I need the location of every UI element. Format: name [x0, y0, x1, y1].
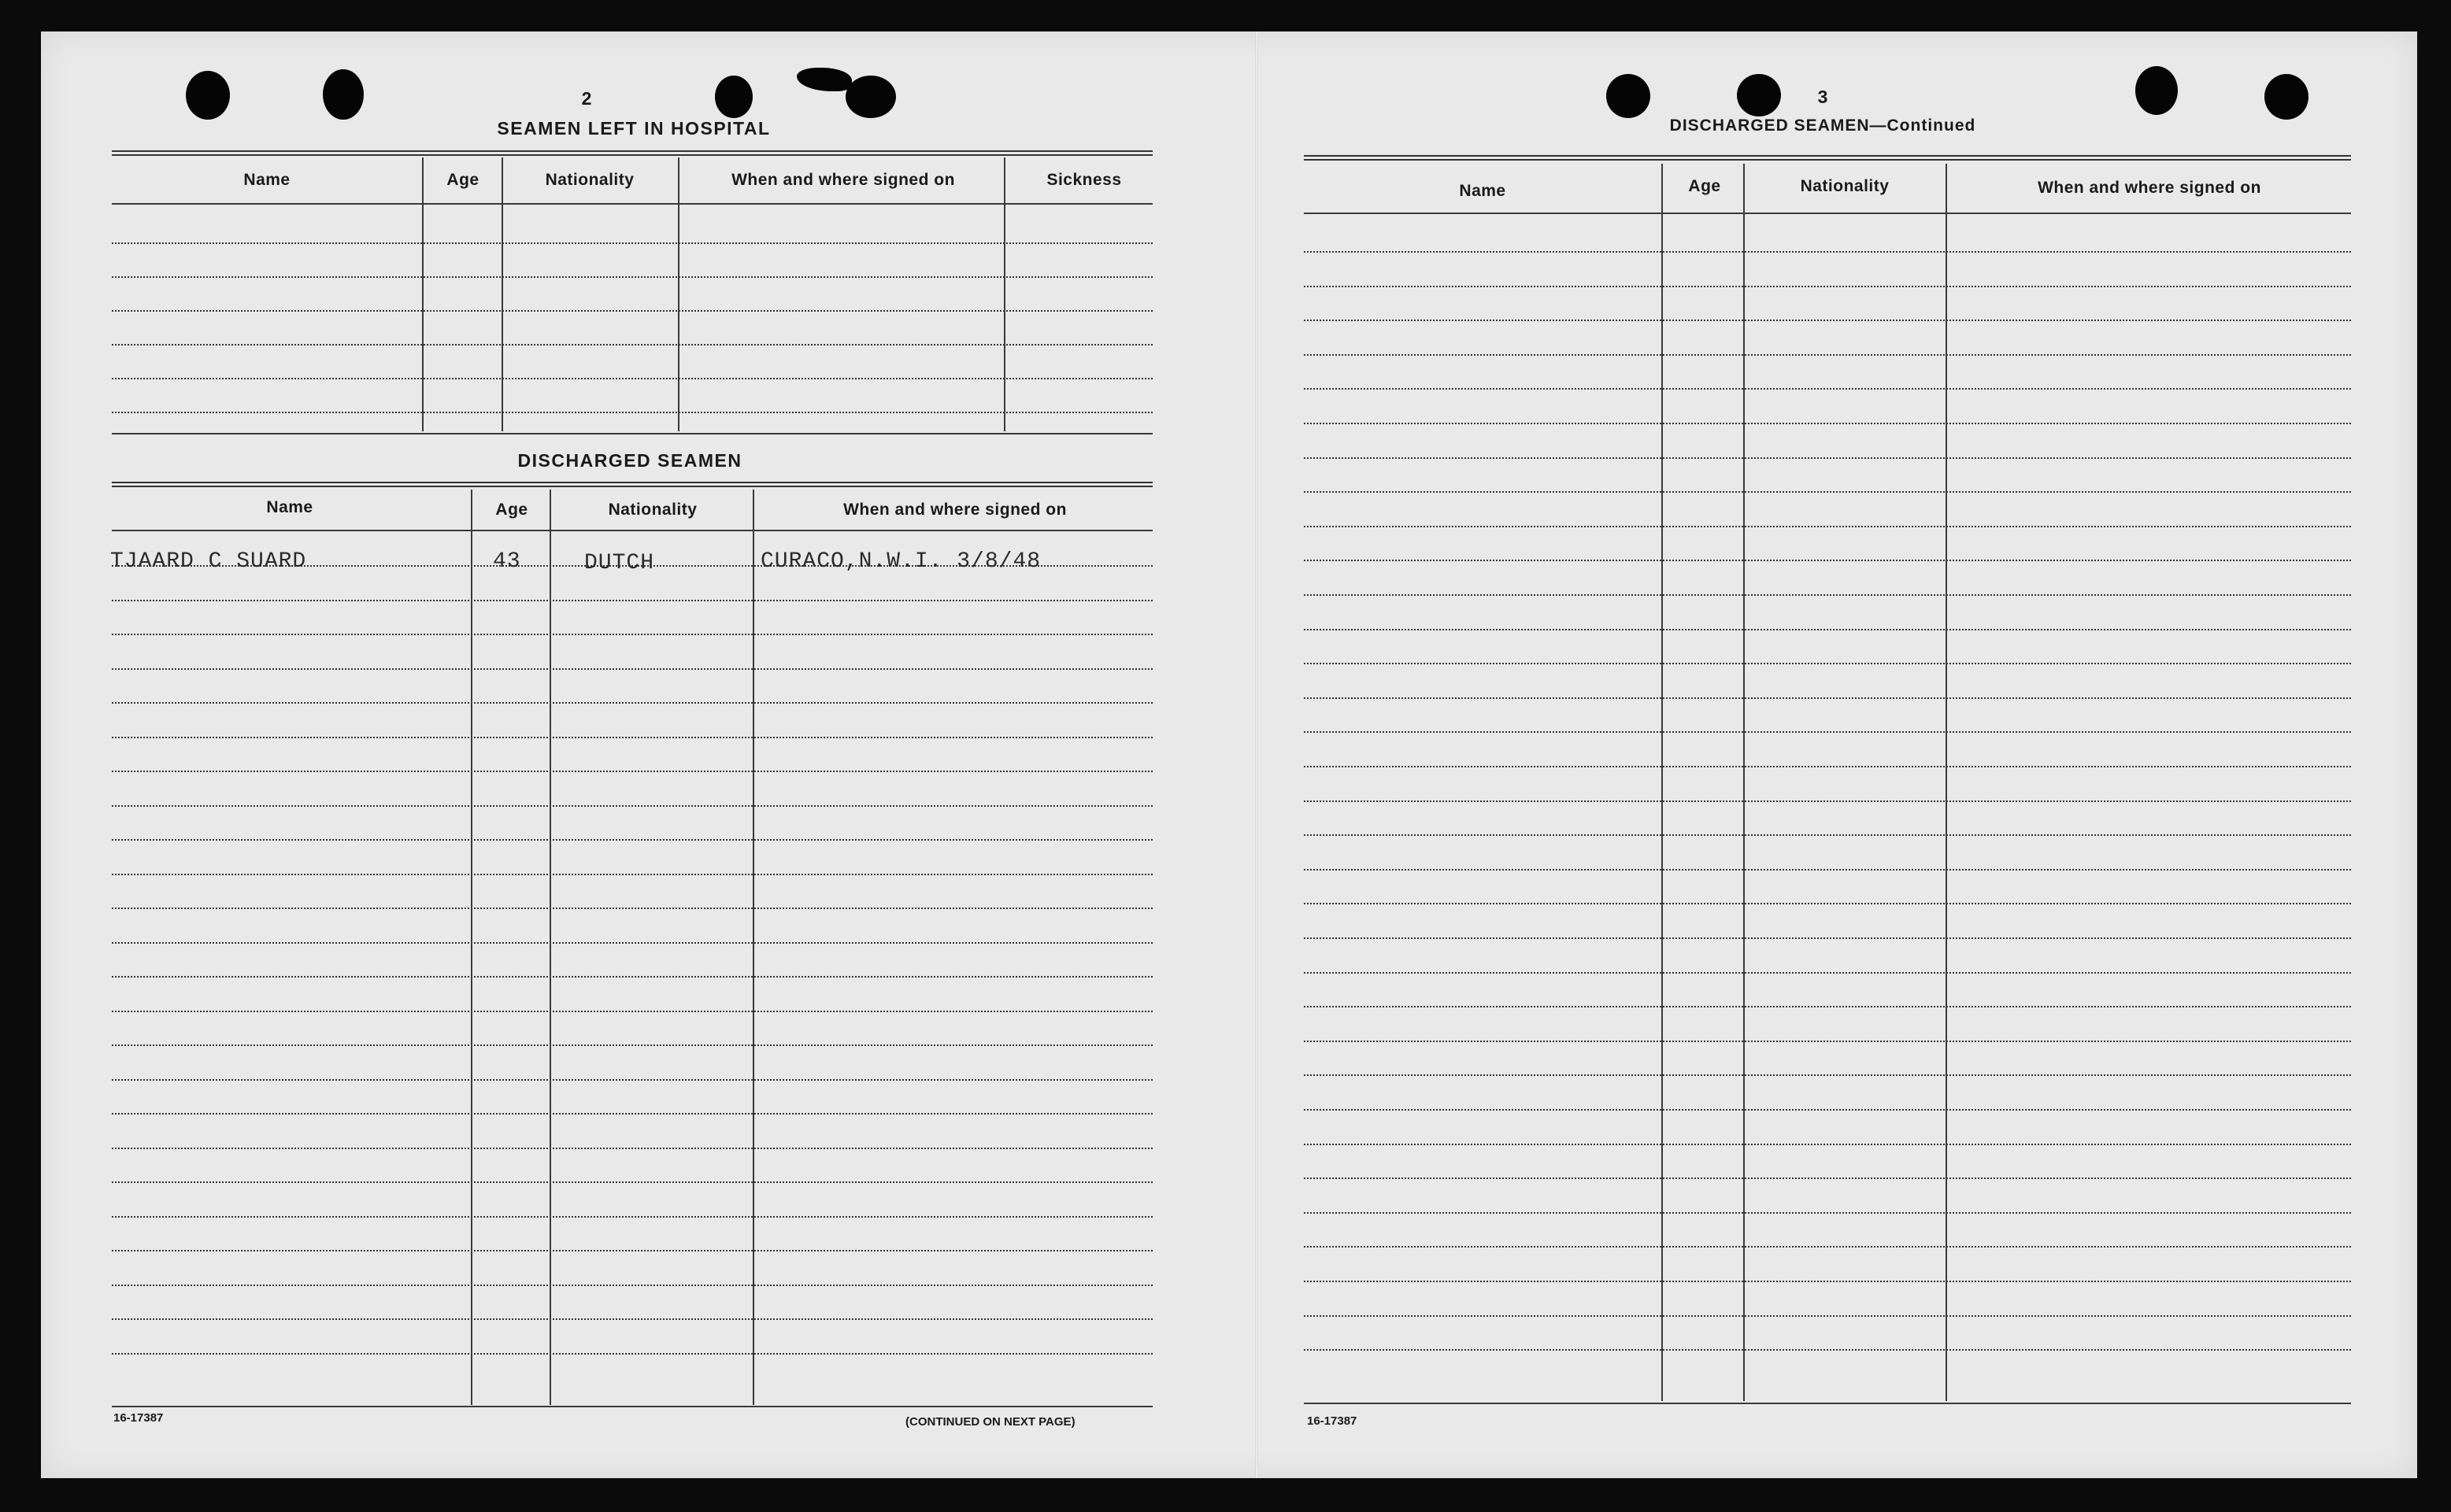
- discharged-ruled-line: [112, 839, 1153, 841]
- discharged-header-rule: [112, 530, 1153, 531]
- right-ruled-line: [1304, 731, 2351, 733]
- discharged-ruled-line: [112, 942, 1153, 944]
- punch-hole: [323, 69, 364, 120]
- right-col-signed-on: When and where signed on: [2038, 179, 2261, 197]
- right-ruled-line: [1304, 560, 2351, 561]
- hospital-col-signed-on: When and where signed on: [731, 171, 955, 189]
- right-ruled-line: [1304, 1281, 2351, 1282]
- right-col-divider: [1743, 164, 1745, 1401]
- right-ruled-line: [1304, 1349, 2351, 1351]
- right-ruled-line: [1304, 1006, 2351, 1007]
- discharged-ruled-line: [112, 1011, 1153, 1012]
- discharged-col-divider: [550, 490, 551, 1405]
- right-ruled-line: [1304, 972, 2351, 974]
- discharged-table-top-rule: [112, 482, 1153, 487]
- discharged-ruled-line: [112, 1216, 1153, 1218]
- discharged-ruled-line: [112, 1285, 1153, 1286]
- discharged-ruled-line: [112, 1250, 1153, 1251]
- discharged-col-divider: [753, 490, 754, 1405]
- discharged-ruled-line: [112, 600, 1153, 601]
- discharged-ruled-line: [112, 702, 1153, 704]
- right-col-divider: [1661, 164, 1663, 1401]
- discharged-ruled-line: [112, 668, 1153, 670]
- hospital-table-top-rule: [112, 150, 1153, 156]
- hospital-ruled-line: [112, 378, 1153, 379]
- form-number: 16-17387: [1307, 1414, 1357, 1428]
- hospital-col-divider: [678, 157, 679, 431]
- seaman-signed-on: CURACO,N.W.I. 3/8/48: [761, 549, 1042, 574]
- right-col-name: Name: [1459, 182, 1506, 200]
- right-ruled-line: [1304, 663, 2351, 664]
- right-ruled-line: [1304, 526, 2351, 527]
- page-number: 3: [1817, 87, 1828, 107]
- right-table-top-rule: [1304, 155, 2351, 161]
- punch-hole: [1737, 74, 1781, 116]
- discharged-ruled-line: [112, 805, 1153, 807]
- punch-hole: [2264, 74, 2308, 120]
- hospital-col-divider: [422, 157, 424, 431]
- right-col-nationality: Nationality: [1800, 177, 1890, 195]
- right-ruled-line: [1304, 869, 2351, 871]
- discharged-table-bottom-rule: [112, 1406, 1153, 1407]
- discharged-ruled-line: [112, 1148, 1153, 1149]
- hospital-ruled-line: [112, 412, 1153, 413]
- hospital-col-divider: [502, 157, 503, 431]
- discharged-section-title: DISCHARGED SEAMEN: [517, 450, 742, 471]
- right-section-title: DISCHARGED SEAMEN—Continued: [1669, 116, 1976, 135]
- discharged-col-signed-on: When and where signed on: [843, 501, 1067, 519]
- punch-hole: [186, 71, 230, 120]
- right-table-bottom-rule: [1304, 1403, 2351, 1404]
- right-ruled-line: [1304, 903, 2351, 904]
- right-ruled-line: [1304, 629, 2351, 630]
- seaman-name: TJAARD C SUARD: [110, 549, 307, 574]
- hospital-ruled-line: [112, 276, 1153, 278]
- discharged-ruled-line: [112, 976, 1153, 978]
- punch-hole: [715, 76, 753, 118]
- discharged-ruled-line: [112, 1079, 1153, 1081]
- discharged-ruled-line: [112, 1181, 1153, 1183]
- right-ruled-line: [1304, 423, 2351, 424]
- right-ruled-line: [1304, 251, 2351, 253]
- hospital-col-sickness: Sickness: [1046, 171, 1122, 189]
- right-ruled-line: [1304, 1177, 2351, 1179]
- form-number: 16-17387: [113, 1411, 164, 1425]
- discharged-col-divider: [471, 490, 472, 1405]
- seaman-nationality: DUTCH: [584, 551, 655, 575]
- discharged-ruled-line: [112, 1113, 1153, 1115]
- right-col-age: Age: [1688, 177, 1721, 195]
- right-ruled-line: [1304, 1109, 2351, 1111]
- right-ruled-line: [1304, 354, 2351, 356]
- hospital-section-title: SEAMEN LEFT IN HOSPITAL: [497, 118, 771, 139]
- right-ruled-line: [1304, 1041, 2351, 1042]
- continued-note: (CONTINUED ON NEXT PAGE): [905, 1415, 1076, 1429]
- right-ruled-line: [1304, 1212, 2351, 1214]
- page-fold: [1255, 31, 1258, 1478]
- hospital-header-rule: [112, 203, 1153, 205]
- discharged-ruled-line: [112, 1353, 1153, 1355]
- discharged-ruled-line: [112, 634, 1153, 635]
- right-ruled-line: [1304, 1144, 2351, 1145]
- seaman-age: 43: [493, 549, 521, 574]
- discharged-ruled-line: [112, 771, 1153, 772]
- discharged-ruled-line: [112, 737, 1153, 738]
- right-ruled-line: [1304, 834, 2351, 836]
- right-ruled-line: [1304, 697, 2351, 699]
- discharged-col-age: Age: [495, 501, 528, 519]
- hospital-col-nationality: Nationality: [545, 171, 635, 189]
- right-ruled-line: [1304, 1315, 2351, 1317]
- hospital-col-age: Age: [446, 171, 479, 189]
- hospital-col-divider: [1004, 157, 1005, 431]
- right-ruled-line: [1304, 800, 2351, 802]
- discharged-col-nationality: Nationality: [608, 501, 698, 519]
- hospital-ruled-line: [112, 242, 1153, 244]
- discharged-ruled-line: [112, 908, 1153, 909]
- discharged-ruled-line: [112, 1318, 1153, 1320]
- punch-hole: [2135, 66, 2178, 115]
- discharged-col-name: Name: [266, 498, 313, 516]
- right-ruled-line: [1304, 594, 2351, 596]
- right-ruled-line: [1304, 1074, 2351, 1076]
- right-ruled-line: [1304, 388, 2351, 390]
- punch-hole: [846, 76, 896, 118]
- punch-hole: [1606, 74, 1650, 118]
- discharged-ruled-line: [112, 874, 1153, 875]
- right-col-divider: [1946, 164, 1947, 1401]
- right-ruled-line: [1304, 937, 2351, 939]
- right-header-rule: [1304, 213, 2351, 214]
- hospital-col-name: Name: [243, 171, 291, 189]
- right-ruled-line: [1304, 1246, 2351, 1248]
- right-ruled-line: [1304, 286, 2351, 287]
- page-number: 2: [581, 88, 592, 109]
- right-ruled-line: [1304, 457, 2351, 459]
- right-ruled-line: [1304, 320, 2351, 321]
- paper-sheet: [41, 31, 2417, 1478]
- right-ruled-line: [1304, 766, 2351, 767]
- right-ruled-line: [1304, 491, 2351, 493]
- discharged-ruled-line: [112, 1044, 1153, 1046]
- hospital-ruled-line: [112, 310, 1153, 312]
- hospital-table-bottom-rule: [112, 433, 1153, 434]
- hospital-ruled-line: [112, 344, 1153, 346]
